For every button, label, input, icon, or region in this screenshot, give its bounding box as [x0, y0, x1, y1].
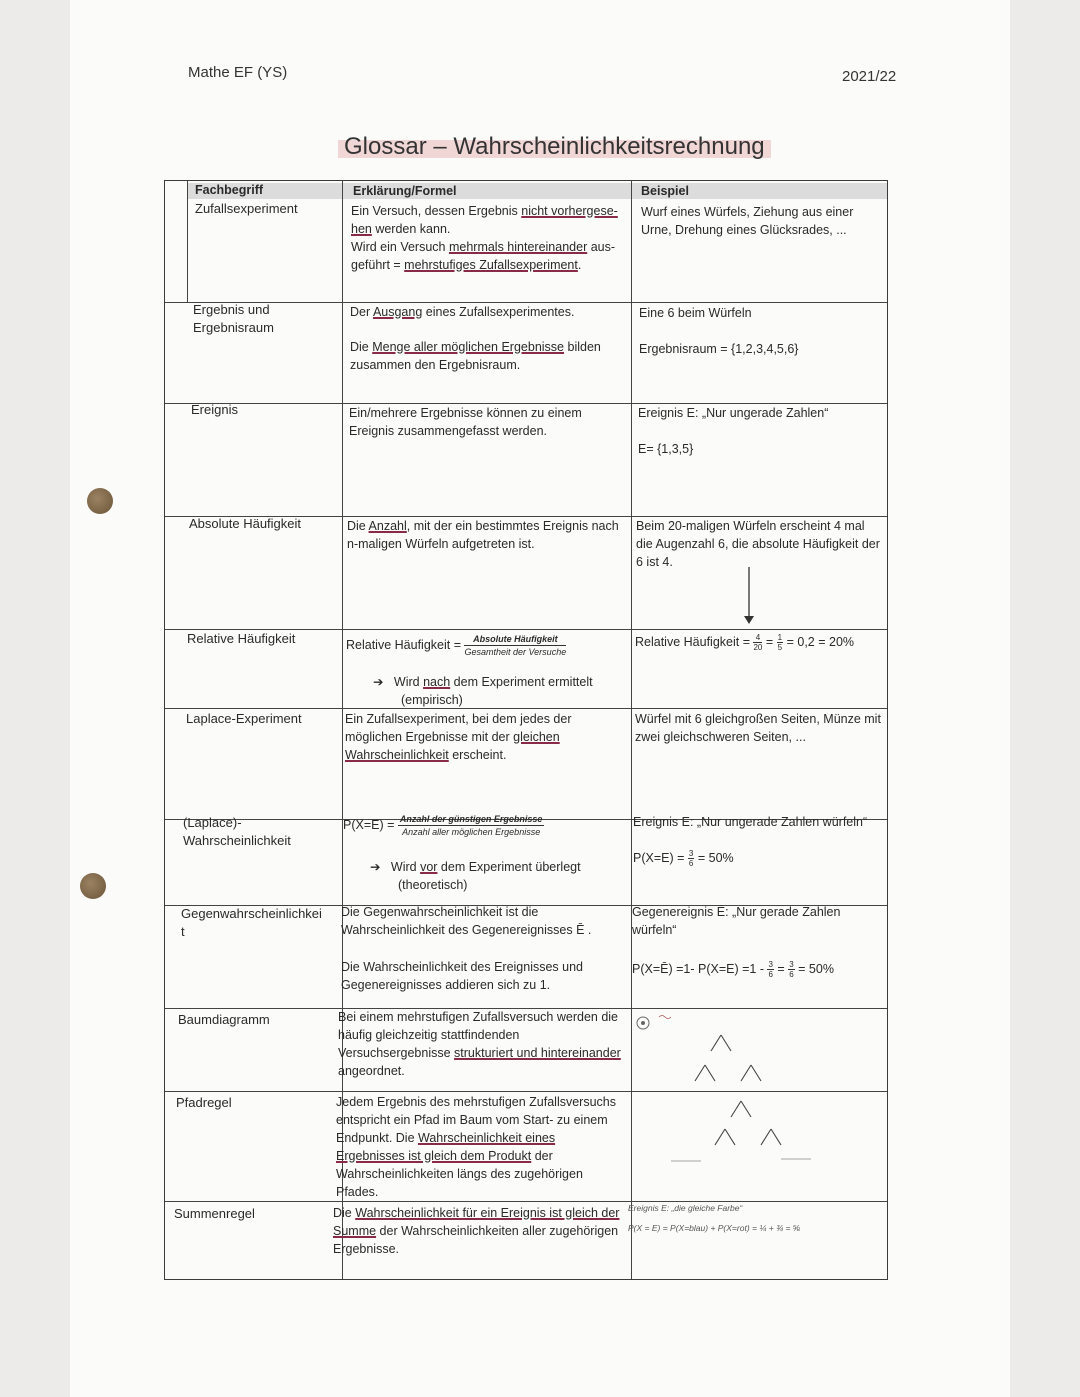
explanation-summenregel: Die Wahrscheinlichkeit für ein Ereignis ist gleich der Summe der Wahrscheinlichkeiten aller zugehörigen Ergebnisse.	[333, 1206, 620, 1256]
explanation-laplace-experiment: Ein Zufallsexperiment, bei dem jedes der möglichen Ergebnisse mit der gleichen Wahrscheinlichkeit erscheint.	[345, 712, 572, 762]
example-absolute-haeufigkeit: Beim 20-maligen Würfeln erscheint 4 mal die Augenzahl 6, die absolute Häufigkeit der 6 ist 4.	[636, 519, 880, 569]
path-rule-tree-sketch	[631, 1093, 881, 1193]
handwritten-ereignis: Ereignis E: „die gleiche Farbe“	[628, 1203, 743, 1213]
note-theoretisch: ➔ Wird vor dem Experiment überlegt (theoretisch)	[370, 860, 581, 892]
term-baumdiagramm: Baumdiagramm	[178, 1012, 270, 1027]
explanation-ergebnis: Der Ausgang eines Zufallsexperimentes.	[350, 305, 575, 319]
column-header-explanation: Erklärung/Formel	[353, 184, 457, 198]
example-gegenwahrscheinlichkeit: P(X=Ē) =1- P(X=E) =1 - $\frac{3}{6}$ = $\frac{3}{6}$ = 50%	[632, 960, 834, 980]
column-divider	[187, 181, 188, 302]
example-laplace-probability: P(X=E) = $\frac{3}{6}$ = 50%	[633, 849, 734, 869]
example-zufallsexperiment: Wurf eines Würfels, Ziehung aus einer Urne, Drehung eines Glücksrades, ...	[641, 205, 854, 237]
term-laplace-experiment: Laplace-Experiment	[186, 711, 302, 726]
term-ereignis: Ereignis	[191, 402, 238, 417]
explanation-gegenwahrscheinlichkeit: Die Gegenwahrscheinlichkeit ist die Wahrscheinlichkeit des Gegenereignisses Ē .	[341, 905, 592, 937]
example-ergebnis: Eine 6 beim Würfeln	[639, 306, 752, 320]
row-divider	[165, 1091, 887, 1092]
term-summenregel: Summenregel	[174, 1206, 255, 1221]
example-laplace-experiment: Würfel mit 6 gleichgroßen Seiten, Münze mit zwei gleichschweren Seiten, ...	[635, 712, 881, 744]
note-empirisch: ➔ Wird nach dem Experiment ermittelt (empirisch)	[373, 675, 593, 707]
row-divider	[165, 1201, 887, 1202]
term-ergebnis: Ergebnis und Ergebnisraum	[193, 302, 274, 335]
example-ereignis-set: E= {1,3,5}	[638, 442, 694, 456]
formula-relative-haeufigkeit: Relative Häufigkeit = $\frac{\text{Absolute Häufigkeit}}{\text{Gesamtheit der Versuche}}$	[346, 634, 567, 657]
explanation-baumdiagramm: Bei einem mehrstufigen Zufallsversuch werden die häufig gleichzeitig stattfindenden Versuchsergebnisse strukturiert und hintereinander angeordnet.	[338, 1010, 621, 1078]
explanation-zufallsexperiment: Ein Versuch, dessen Ergebnis nicht vorhergese- hen werden kann. Wird ein Versuch mehrmals hintereinander aus- geführt = mehrstufiges Zufallsexperiment.	[351, 204, 618, 272]
example-relative-haeufigkeit: Relative Häufigkeit = $\frac{4}{20}$ = $\frac{1}{5}$ = 0,2 = 20%	[635, 633, 855, 653]
header-row-background	[187, 183, 887, 199]
example-laplace-ereignis: Ereignis E: „Nur ungerade Zahlen würfeln“	[633, 815, 868, 829]
explanation-ereignis: Ein/mehrere Ergebnisse können zu einem Ereignis zusammengefasst werden.	[349, 406, 582, 438]
explanation-ergebnisraum: Die Menge aller möglichen Ergebnisse bilden zusammen den Ergebnisraum.	[350, 340, 601, 372]
example-ergebnisraum: Ergebnisraum = {1,2,3,4,5,6}	[639, 342, 799, 356]
term-pfadregel: Pfadregel	[176, 1095, 232, 1110]
explanation-pfadregel: Jedem Ergebnis des mehrstufigen Zufallsversuchs entspricht ein Pfad im Baum vom Start- zu einem Endpunkt. Die Wahrscheinlichkeit eines Ergebnisses ist gleich dem Produkt der Wahrscheinlichkeiten längs des zugehörigen Pfades.	[336, 1095, 616, 1199]
term-absolute-haeufigkeit: Absolute Häufigkeit	[189, 516, 302, 531]
course-label: Mathe EF (YS)	[188, 64, 288, 81]
formula-laplace-wahrscheinlichkeit: P(X=E) = $\frac{\text{Anzahl der günstigen Ergebnisse}}{\text{Anzahl aller möglichen Ergebnisse}}$	[343, 814, 543, 837]
column-header-term: Fachbegriff	[195, 183, 264, 197]
down-arrow-icon	[743, 567, 755, 625]
school-year: 2021/22	[842, 68, 897, 85]
glossary-table	[164, 180, 888, 1280]
term-laplace-wahrscheinlichkeit: (Laplace)-Wahrscheinlichkeit	[183, 815, 291, 848]
column-header-example: Beispiel	[641, 184, 689, 198]
tree-diagram-sketch	[631, 1009, 831, 1089]
page-title: Glossar – Wahrscheinlichkeitsrechnung	[338, 133, 771, 161]
explanation-absolute-haeufigkeit: Die Anzahl, mit der ein bestimmtes Ereignis nach n-maligen Würfeln aufgetreten ist.	[347, 519, 619, 551]
example-gegenereignis: Gegenereignis Ē: „Nur gerade Zahlen würfeln“	[632, 905, 841, 937]
handwritten-summenregel-example: P(X = E) = P(X=blau) + P(X=rot) = ¼ + ¾ = ⅝	[628, 1223, 800, 1233]
term-zufallsexperiment: Zufallsexperiment	[195, 201, 298, 216]
punch-hole-top	[87, 488, 113, 514]
term-gegenwahrscheinlichkeit: Gegenwahrscheinlichkeit	[181, 906, 322, 939]
example-ereignis: Ereignis E: „Nur ungerade Zahlen“	[638, 406, 829, 420]
punch-hole-bottom	[80, 873, 106, 899]
explanation-gegenereignis-sum: Die Wahrscheinlichkeit des Ereignisses und Gegenereignisses addieren sich zu 1.	[341, 960, 584, 992]
term-relative-haeufigkeit: Relative Häufigkeit	[187, 631, 296, 646]
